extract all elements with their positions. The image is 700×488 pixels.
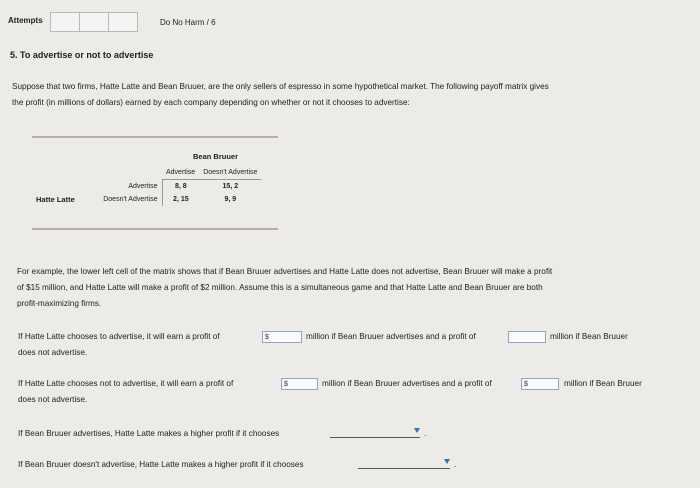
payoff-matrix — [84, 166, 261, 206]
q2-profit-if-advertises-input[interactable]: $ — [281, 378, 318, 390]
q3-suffix: . — [424, 429, 427, 438]
example-line-3: profit-maximizing firms. — [17, 299, 102, 308]
chevron-down-icon — [444, 459, 450, 464]
row-player-label: Hatte Latte — [36, 195, 75, 204]
col-header-doesnt-advertise: Doesn't Advertise — [199, 166, 261, 180]
matrix-bottom-rule — [32, 228, 278, 230]
chevron-down-icon — [414, 428, 420, 433]
q2-text-c: million if Bean Bruuer — [564, 379, 642, 388]
q3-text: If Bean Bruuer advertises, Hatte Latte makes a higher profit if it chooses — [18, 429, 280, 438]
cell-adv-adv: 8, 8 — [162, 180, 199, 194]
q4-text: If Bean Bruuer doesn't advertise, Hatte Latte makes a higher profit if it chooses — [18, 460, 304, 469]
matrix-top-rule — [32, 136, 278, 138]
intro-line-1: Suppose that two firms, Hatte Latte and Bean Bruuer, are the only sellers of espresso in some hypothetical market. The following payoff matrix gives — [12, 82, 549, 91]
attempt-box-2 — [79, 12, 109, 32]
col-header-advertise: Advertise — [162, 166, 199, 180]
assignment-title: Do No Harm / 6 — [160, 18, 216, 27]
cell-adv-noadv: 15, 2 — [222, 183, 239, 190]
q2-text-d: does not advertise. — [18, 395, 88, 404]
row-header-doesnt-advertise: Doesn't Advertise — [103, 196, 158, 203]
q4-choice-dropdown[interactable] — [358, 458, 450, 469]
attempt-box-3 — [108, 12, 138, 32]
row-header-advertise: Advertise — [128, 182, 158, 190]
example-line-1: For example, the lower left cell of the matrix shows that if Bean Bruuer advertises and Hatte Latte does not advertise, Bean Bruuer will make a profit — [17, 267, 553, 276]
q1-text-b: million if Bean Bruuer advertises and a profit of — [306, 332, 476, 341]
example-line-2: of $15 million, and Hatte Latte will make a profit of $2 million. Assume this is a simultaneous game and that Hatte Latte and Bean Bruuer are both — [17, 283, 543, 292]
q2-text-b: million if Bean Bruuer advertises and a profit of — [322, 379, 492, 388]
q3-choice-dropdown[interactable] — [330, 427, 420, 438]
question-title: 5. To advertise or not to advertise — [10, 50, 154, 60]
intro-line-2: the profit (in millions of dollars) earned by each company depending on whether or not it chooses to advertise: — [12, 98, 410, 107]
col-player-label: Bean Bruuer — [193, 152, 239, 161]
q1-profit-if-not-advertises-input[interactable] — [508, 331, 546, 343]
attempt-box-1 — [50, 12, 80, 32]
q2-profit-if-not-advertises-input[interactable]: $ — [521, 378, 559, 390]
q1-text-c: million if Bean Bruuer — [550, 332, 628, 341]
cell-noadv-adv: 2, 15 — [162, 193, 199, 206]
q1-text-d: does not advertise. — [18, 348, 88, 357]
q4-suffix: . — [454, 460, 457, 469]
cell-noadv-noadv: 9, 9 — [224, 196, 237, 203]
q2-text-a: If Hatte Latte chooses not to advertise, it will earn a profit of — [18, 379, 234, 388]
q1-text-a: If Hatte Latte chooses to advertise, it will earn a profit of — [18, 332, 220, 341]
attempts-label: Attempts — [8, 16, 43, 25]
q1-profit-if-advertises-input[interactable]: $ — [262, 331, 302, 343]
